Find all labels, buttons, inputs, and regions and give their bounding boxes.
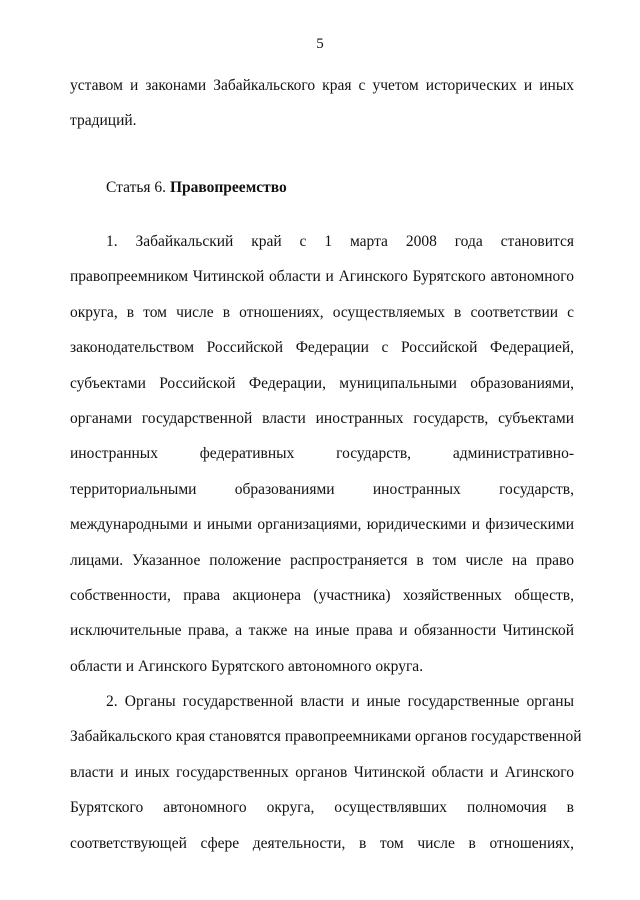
- text-line: законодательством Российской Федерации с Российской Федерацией,: [70, 339, 574, 357]
- text-line: территориальными образованиями иностранных государств,: [70, 480, 574, 498]
- paragraph-1: [70, 232, 574, 692]
- page-number: 5: [316, 36, 324, 52]
- paragraph-2: [70, 692, 582, 869]
- text-line: Забайкальского края становятся правопреемниками органов государственной: [70, 728, 582, 746]
- article-title: Правопреемство: [169, 179, 287, 196]
- text-line: округа, в том числе в отношениях, осуществляемых в соответствии с: [70, 303, 574, 321]
- text-line: соответствующей сфере деятельности, в том числе в отношениях,: [70, 834, 574, 852]
- article-heading: [106, 178, 287, 198]
- text-line: субъектами Российской Федерации, муниципальными образованиями,: [70, 374, 574, 392]
- text-line: собственности, права акционера (участника) хозяйственных обществ,: [70, 586, 574, 604]
- text-line: уставом и законами Забайкальского края с учетом исторических и иных: [70, 77, 574, 94]
- text-line: органами государственной власти иностранных государств, субъектами: [70, 409, 574, 427]
- article-label: Статья 6.: [106, 179, 167, 196]
- text-line: правопреемником Читинской области и Агинского Бурятского автономного: [70, 268, 574, 286]
- text-line: власти и иных государственных органов Читинской области и Агинского: [70, 763, 574, 781]
- text-line: 1. Забайкальский край с 1 марта 2008 года становится: [106, 233, 574, 250]
- intro-text: [70, 76, 574, 147]
- text-line: 2. Органы государственной власти и иные государственные органы: [106, 693, 574, 710]
- text-line: лицами. Указанное положение распространяется в том числе на право: [70, 551, 574, 569]
- text-line: области и Агинского Бурятского автономного округа.: [70, 657, 424, 675]
- text-line: Бурятского автономного округа, осуществлявших полномочия в: [70, 799, 574, 817]
- text-line: традиций.: [70, 112, 137, 130]
- text-line: иностранных федеративных государств, административно-: [70, 445, 574, 463]
- text-line: исключительные права, а также на иные права и обязанности Читинской: [70, 622, 574, 640]
- text-line: международными и иными организациями, юридическими и физическими: [70, 516, 574, 534]
